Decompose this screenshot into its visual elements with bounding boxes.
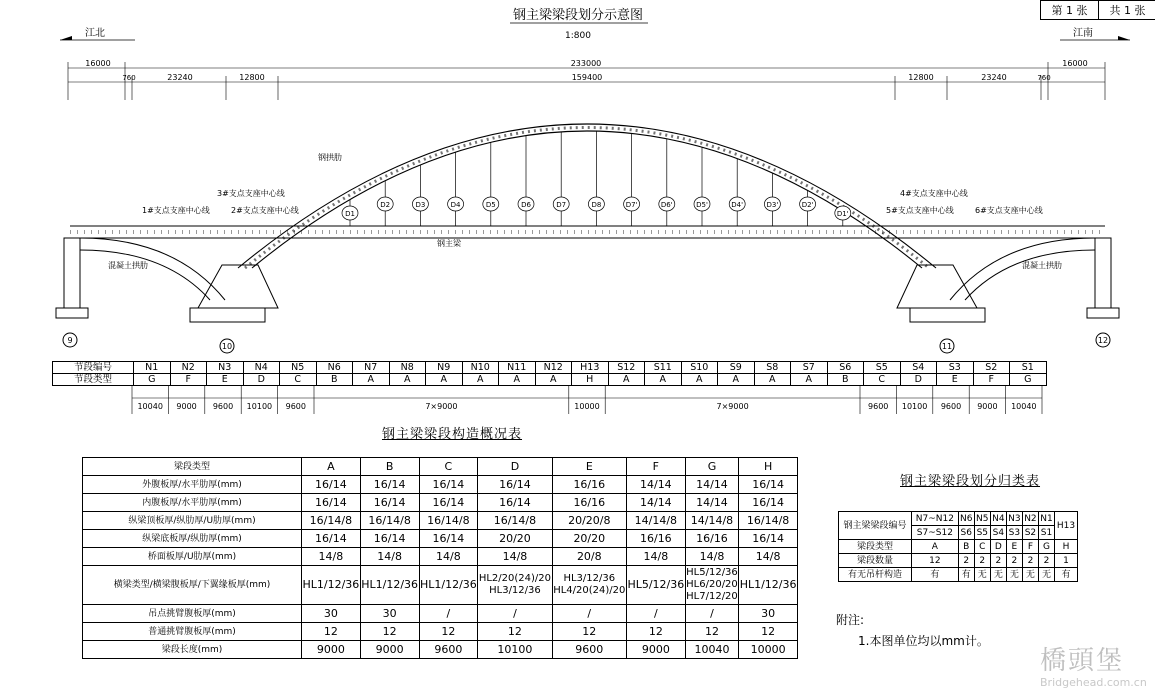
pier-structures	[56, 238, 1119, 322]
segment-table	[52, 361, 1047, 386]
table-cell: 9600	[552, 641, 626, 659]
segment-length: 10000	[574, 402, 600, 411]
segment-cell: A	[718, 374, 755, 386]
sheet-total: 共 1 张	[1109, 4, 1146, 17]
main-table-row	[83, 512, 798, 530]
table-cell: N5	[976, 513, 989, 524]
segment-length: 9600	[285, 402, 306, 411]
segment-cell: C	[864, 374, 901, 386]
table-cell: 16/14/8	[302, 512, 361, 530]
row-header: 外腹板厚/水平肋厚(mm)	[83, 476, 302, 494]
segment-length: 7×9000	[425, 402, 458, 411]
segment-cell: S6	[827, 362, 864, 374]
table-cell: /	[419, 605, 478, 623]
table-cell: 2	[958, 554, 974, 568]
table-cell: G	[1038, 540, 1054, 554]
table-cell: H13	[1055, 512, 1078, 540]
row-header: 横梁类型/横梁腹板厚/下翼缘板厚(mm)	[83, 566, 302, 605]
segment-cell: N8	[389, 362, 426, 374]
watermark-url: Bridgehead.com.cn	[1040, 676, 1147, 689]
segment-cell: D	[900, 374, 937, 386]
row-header: 普通挑臂腹板厚(mm)	[83, 623, 302, 641]
table-cell: HL5/12/36	[626, 566, 685, 605]
table-cell: S2	[1022, 526, 1038, 540]
table-cell: 16/14	[478, 494, 552, 512]
segment-cell: S1	[1010, 362, 1047, 374]
hanger-label: D8	[591, 201, 602, 209]
table-cell: 14/8	[739, 548, 798, 566]
segment-cell: H	[572, 374, 609, 386]
segment-length: 10040	[137, 402, 163, 411]
main-table-row	[83, 605, 798, 623]
pier2-label: 2#支点支座中心线	[231, 206, 299, 215]
hanger-label: D5'	[696, 201, 708, 209]
table-cell: N6	[960, 513, 973, 524]
hanger-label: D1	[345, 210, 355, 218]
table-cell: HL1/12/36	[360, 566, 419, 605]
table-cell: 2	[1006, 554, 1022, 568]
table-cell: S7~S12	[912, 526, 959, 540]
segment-length: 9600	[212, 402, 234, 411]
segment-length: 9000	[977, 402, 998, 411]
table-cell: 无	[1022, 568, 1038, 582]
table-cell: D	[478, 458, 552, 476]
table-cell: B	[360, 458, 419, 476]
class-row	[839, 540, 1078, 554]
table-cell: F	[1022, 540, 1038, 554]
segment-cell: N3	[207, 362, 244, 374]
main-table-row	[83, 566, 798, 605]
table-cell: A	[302, 458, 361, 476]
table-cell: 14/14	[626, 476, 685, 494]
row-header: 钢主梁梁段编号	[839, 512, 912, 540]
segment-length: 10100	[901, 402, 928, 411]
segment-cell: A	[645, 374, 682, 386]
segment-cell: N1	[134, 362, 171, 374]
table-cell: HL1/12/36	[302, 566, 361, 605]
table-cell: 14/8	[626, 548, 685, 566]
table-cell: E	[552, 458, 626, 476]
table-cell: 有	[1055, 568, 1078, 582]
segment-cell: S2	[973, 362, 1010, 374]
pier1-label: 1#支点支座中心线	[142, 206, 210, 215]
hanger-label: D7	[556, 201, 567, 209]
table-cell: C	[419, 458, 478, 476]
table-cell: 14/8	[478, 548, 552, 566]
class-table-title: 钢主梁梁段划分归类表	[900, 474, 1041, 489]
segment-cell: D	[243, 374, 280, 386]
segment-cell: N5	[280, 362, 317, 374]
table-cell: 12	[912, 554, 959, 568]
table-cell: /	[552, 605, 626, 623]
hanger-label: D6	[521, 201, 531, 209]
row-header: 梁段数量	[839, 554, 912, 568]
dim-mid-5: 23240	[981, 73, 1007, 82]
hanger-label: D3'	[766, 201, 779, 209]
segment-cell: B	[316, 374, 353, 386]
table-cell: 16/14	[302, 494, 361, 512]
hanger-label: D6'	[660, 201, 673, 209]
table-cell: HL2/20(24)/20 HL3/12/36	[478, 566, 552, 605]
table-cell: 16/16	[552, 476, 626, 494]
arch-rib-label: 钢拱肋	[318, 153, 342, 162]
hanger-label: D1'	[836, 210, 849, 218]
table-cell: 有	[958, 568, 974, 582]
table-cell: 14/14/8	[626, 512, 685, 530]
table-cell: 12	[552, 623, 626, 641]
segment-cell: N4	[243, 362, 280, 374]
north-arrow	[60, 27, 135, 40]
main-girder-label: 钢主梁	[437, 239, 461, 248]
segment-cell: N2	[170, 362, 207, 374]
table-cell: 无	[1006, 568, 1022, 582]
table-cell: 有	[912, 568, 959, 582]
row-header: 梁段长度(mm)	[83, 641, 302, 659]
table-cell: 30	[739, 605, 798, 623]
table-cell: 12	[360, 623, 419, 641]
table-cell: 无	[1038, 568, 1054, 582]
table-cell: HL1/12/36	[739, 566, 798, 605]
pier6-label: 6#支点支座中心线	[975, 206, 1043, 215]
segment-cell: E	[937, 374, 974, 386]
table-cell: 10000	[739, 641, 798, 659]
segment-cell: G	[1010, 374, 1047, 386]
row-header: 纵梁顶板厚/纵肋厚/U肋厚(mm)	[83, 512, 302, 530]
table-cell: 14/14	[685, 476, 738, 494]
table-cell: 无	[990, 568, 1006, 582]
row-label: 节段编号	[53, 362, 134, 374]
segment-id-row	[53, 362, 1047, 374]
drawing-title: 钢主梁梁段划分示意图	[512, 8, 644, 23]
table-cell: 16/14	[739, 494, 798, 512]
segment-cell: F	[973, 374, 1010, 386]
table-cell: B	[958, 540, 974, 554]
drawing-scale: 1:800	[565, 31, 591, 41]
table-cell: 20/20	[552, 530, 626, 548]
table-cell: 16/16	[626, 530, 685, 548]
table-cell: F	[626, 458, 685, 476]
table-cell: 16/14	[360, 476, 419, 494]
dim-right-outer: 16000	[1062, 59, 1088, 68]
segment-cell: A	[462, 374, 499, 386]
table-cell: 16/14	[739, 530, 798, 548]
table-cell: S6	[958, 526, 974, 540]
segment-cell: S11	[645, 362, 682, 374]
concrete-arch-left-label: 混凝土拱肋	[108, 261, 148, 270]
dim-mid-2: 12800	[239, 73, 265, 82]
dim-left-outer: 16000	[85, 59, 111, 68]
sheet-current: 第 1 张	[1041, 1, 1099, 19]
hanger-label: D3	[415, 201, 426, 209]
table-cell: D	[990, 540, 1006, 554]
table-cell: 2	[990, 554, 1006, 568]
table-cell: N1	[1040, 513, 1053, 524]
segment-cell: N12	[535, 362, 572, 374]
class-table	[838, 511, 1078, 582]
main-table	[82, 457, 798, 659]
table-cell: 20/20/8	[552, 512, 626, 530]
table-cell: 12	[739, 623, 798, 641]
pier3-label: 3#支点支座中心线	[217, 189, 285, 198]
segment-cell: N11	[499, 362, 536, 374]
table-cell: C	[974, 540, 990, 554]
segment-cell: S8	[754, 362, 791, 374]
note-item-1: 1.本图单位均以mm计。	[858, 634, 989, 648]
segment-cell: S7	[791, 362, 828, 374]
table-cell: 14/8	[685, 548, 738, 566]
segment-cell: C	[280, 374, 317, 386]
concrete-arch-right-label: 混凝土拱肋	[1022, 261, 1062, 270]
table-cell: 16/14	[302, 476, 361, 494]
hanger-label: D7'	[625, 201, 638, 209]
dim-mid-3: 159400	[571, 73, 603, 82]
main-table-row	[83, 641, 798, 659]
row-header: 桥面板厚/U肋厚(mm)	[83, 548, 302, 566]
table-cell: 14/8	[419, 548, 478, 566]
row-header: 有无吊杆构造	[839, 568, 912, 582]
table-cell: 16/14	[478, 476, 552, 494]
segment-cell: A	[389, 374, 426, 386]
table-cell: S3	[1006, 526, 1022, 540]
table-cell: 16/14	[302, 530, 361, 548]
table-cell: 12	[302, 623, 361, 641]
row-header: 梁段类型	[83, 458, 302, 476]
table-cell: 16/14	[419, 476, 478, 494]
table-cell: 16/14	[360, 494, 419, 512]
dim-mid-4: 12800	[908, 73, 934, 82]
segment-cell: S12	[608, 362, 645, 374]
main-table-title: 钢主梁梁段构造概况表	[382, 427, 523, 442]
table-cell: /	[685, 605, 738, 623]
table-cell: N2	[1024, 513, 1037, 524]
table-cell: HL3/12/36 HL4/20(24)/20	[552, 566, 626, 605]
class-id-row	[839, 512, 1078, 526]
pier4-label: 4#支点支座中心线	[900, 189, 968, 198]
main-girder	[70, 226, 1105, 238]
table-cell: S1	[1038, 526, 1054, 540]
table-cell: 16/14/8	[478, 512, 552, 530]
table-cell: 16/14/8	[360, 512, 419, 530]
table-cell: N3	[1008, 513, 1021, 524]
segment-cell: S9	[718, 362, 755, 374]
table-cell: 20/8	[552, 548, 626, 566]
table-cell: 16/14	[739, 476, 798, 494]
segment-cell: N9	[426, 362, 463, 374]
segment-cell: N6	[316, 362, 353, 374]
main-table-header	[83, 458, 798, 476]
pier-11: 11	[941, 342, 953, 351]
hanger-label: D4	[450, 201, 461, 209]
dim-mid-1: 23240	[167, 73, 193, 82]
table-cell: 无	[974, 568, 990, 582]
segment-cell: N7	[353, 362, 390, 374]
row-label: 节段类型	[53, 374, 134, 386]
table-cell: 16/14	[419, 494, 478, 512]
segment-cell: A	[426, 374, 463, 386]
table-cell: 16/14	[360, 530, 419, 548]
pier5-label: 5#支点支座中心线	[886, 206, 954, 215]
segment-cell: N10	[462, 362, 499, 374]
pier-numbers	[63, 333, 1110, 353]
segment-cell: H13	[572, 362, 609, 374]
segment-cell: S5	[864, 362, 901, 374]
table-cell: 2	[974, 554, 990, 568]
hanger-label: D5	[485, 201, 496, 209]
table-cell: 16/16	[552, 494, 626, 512]
table-cell: 1	[1055, 554, 1078, 568]
main-table-row	[83, 494, 798, 512]
segment-cell: A	[608, 374, 645, 386]
table-cell: 2	[1038, 554, 1054, 568]
notes-title: 附注:	[836, 613, 865, 627]
segment-length: 10040	[1011, 402, 1037, 411]
segment-cell: S10	[681, 362, 718, 374]
table-cell: 12	[419, 623, 478, 641]
pier-9: 9	[67, 336, 73, 345]
segment-cell: S3	[937, 362, 974, 374]
table-cell: H	[739, 458, 798, 476]
table-cell: H	[1055, 540, 1078, 554]
table-cell: 2	[1022, 554, 1038, 568]
pier-10: 10	[221, 342, 233, 351]
segment-cell: E	[207, 374, 244, 386]
segment-cell: A	[535, 374, 572, 386]
segment-length-dims	[0, 386, 1155, 416]
segment-cell: A	[791, 374, 828, 386]
table-cell: 16/14/8	[419, 512, 478, 530]
main-table-row	[83, 548, 798, 566]
south-arrow	[1060, 26, 1130, 40]
table-cell: 9000	[302, 641, 361, 659]
main-table-row	[83, 530, 798, 548]
segment-type-row	[53, 374, 1047, 386]
table-cell: G	[685, 458, 738, 476]
table-cell: /	[478, 605, 552, 623]
main-table-row	[83, 623, 798, 641]
row-header: 吊点挑臂腹板厚(mm)	[83, 605, 302, 623]
table-cell: 30	[360, 605, 419, 623]
table-cell: 14/8	[360, 548, 419, 566]
segment-cell: A	[754, 374, 791, 386]
dim-total: 233000	[570, 59, 602, 68]
table-cell: 16/14	[419, 530, 478, 548]
south-bank-label: 江南	[1073, 28, 1093, 39]
table-cell: 16/16	[685, 530, 738, 548]
table-cell: HL5/12/36 HL6/20/20 HL7/12/20	[685, 566, 738, 605]
hanger-label: D4'	[731, 201, 744, 209]
table-cell: 9600	[419, 641, 478, 659]
steel-arch	[238, 124, 936, 268]
hanger-label: D2	[380, 201, 391, 209]
row-header: 梁段类型	[839, 540, 912, 554]
segment-cell: A	[353, 374, 390, 386]
segment-cell: B	[827, 374, 864, 386]
table-cell: S4	[990, 526, 1006, 540]
row-header: 纵梁底板厚/纵肋厚(mm)	[83, 530, 302, 548]
table-cell: 9000	[360, 641, 419, 659]
table-cell: 30	[302, 605, 361, 623]
segment-length: 10100	[246, 402, 273, 411]
segment-cell: A	[499, 374, 536, 386]
table-cell: 12	[478, 623, 552, 641]
table-cell: 10040	[685, 641, 738, 659]
table-cell: 12	[685, 623, 738, 641]
segment-length: 9600	[940, 402, 962, 411]
table-cell: 9000	[626, 641, 685, 659]
concrete-arches	[80, 238, 1095, 300]
table-cell: N4	[992, 513, 1005, 524]
segment-cell: F	[170, 374, 207, 386]
table-cell: /	[626, 605, 685, 623]
hanger-label: D2'	[801, 201, 814, 209]
dim-mid-6: 760	[1037, 74, 1051, 82]
segment-cell: S4	[900, 362, 937, 374]
pier-12: 12	[1097, 336, 1109, 345]
table-cell: 14/8	[302, 548, 361, 566]
hanger-group	[342, 131, 851, 226]
row-header: 内腹板厚/水平肋厚(mm)	[83, 494, 302, 512]
segment-length: 9000	[176, 402, 197, 411]
table-cell: N7~N12	[912, 512, 959, 526]
table-cell: 14/14	[626, 494, 685, 512]
table-cell: 20/20	[478, 530, 552, 548]
north-bank-label: 江北	[85, 28, 105, 39]
watermark-logo: 橋頭堡	[1040, 646, 1125, 676]
segment-length: 9600	[868, 402, 889, 411]
table-cell: 12	[626, 623, 685, 641]
class-row	[839, 568, 1078, 582]
segment-cell: A	[681, 374, 718, 386]
segment-length: 7×9000	[716, 402, 749, 411]
table-cell: 10100	[478, 641, 552, 659]
main-table-row	[83, 476, 798, 494]
table-cell: 16/14/8	[739, 512, 798, 530]
table-cell: E	[1006, 540, 1022, 554]
table-cell: 14/14	[685, 494, 738, 512]
table-cell: S5	[974, 526, 990, 540]
segment-cell: G	[134, 374, 171, 386]
dim-mid-0: 760	[122, 74, 136, 82]
table-cell: A	[912, 540, 959, 554]
table-cell: 14/14/8	[685, 512, 738, 530]
table-cell: HL1/12/36	[419, 566, 478, 605]
class-row	[839, 554, 1078, 568]
